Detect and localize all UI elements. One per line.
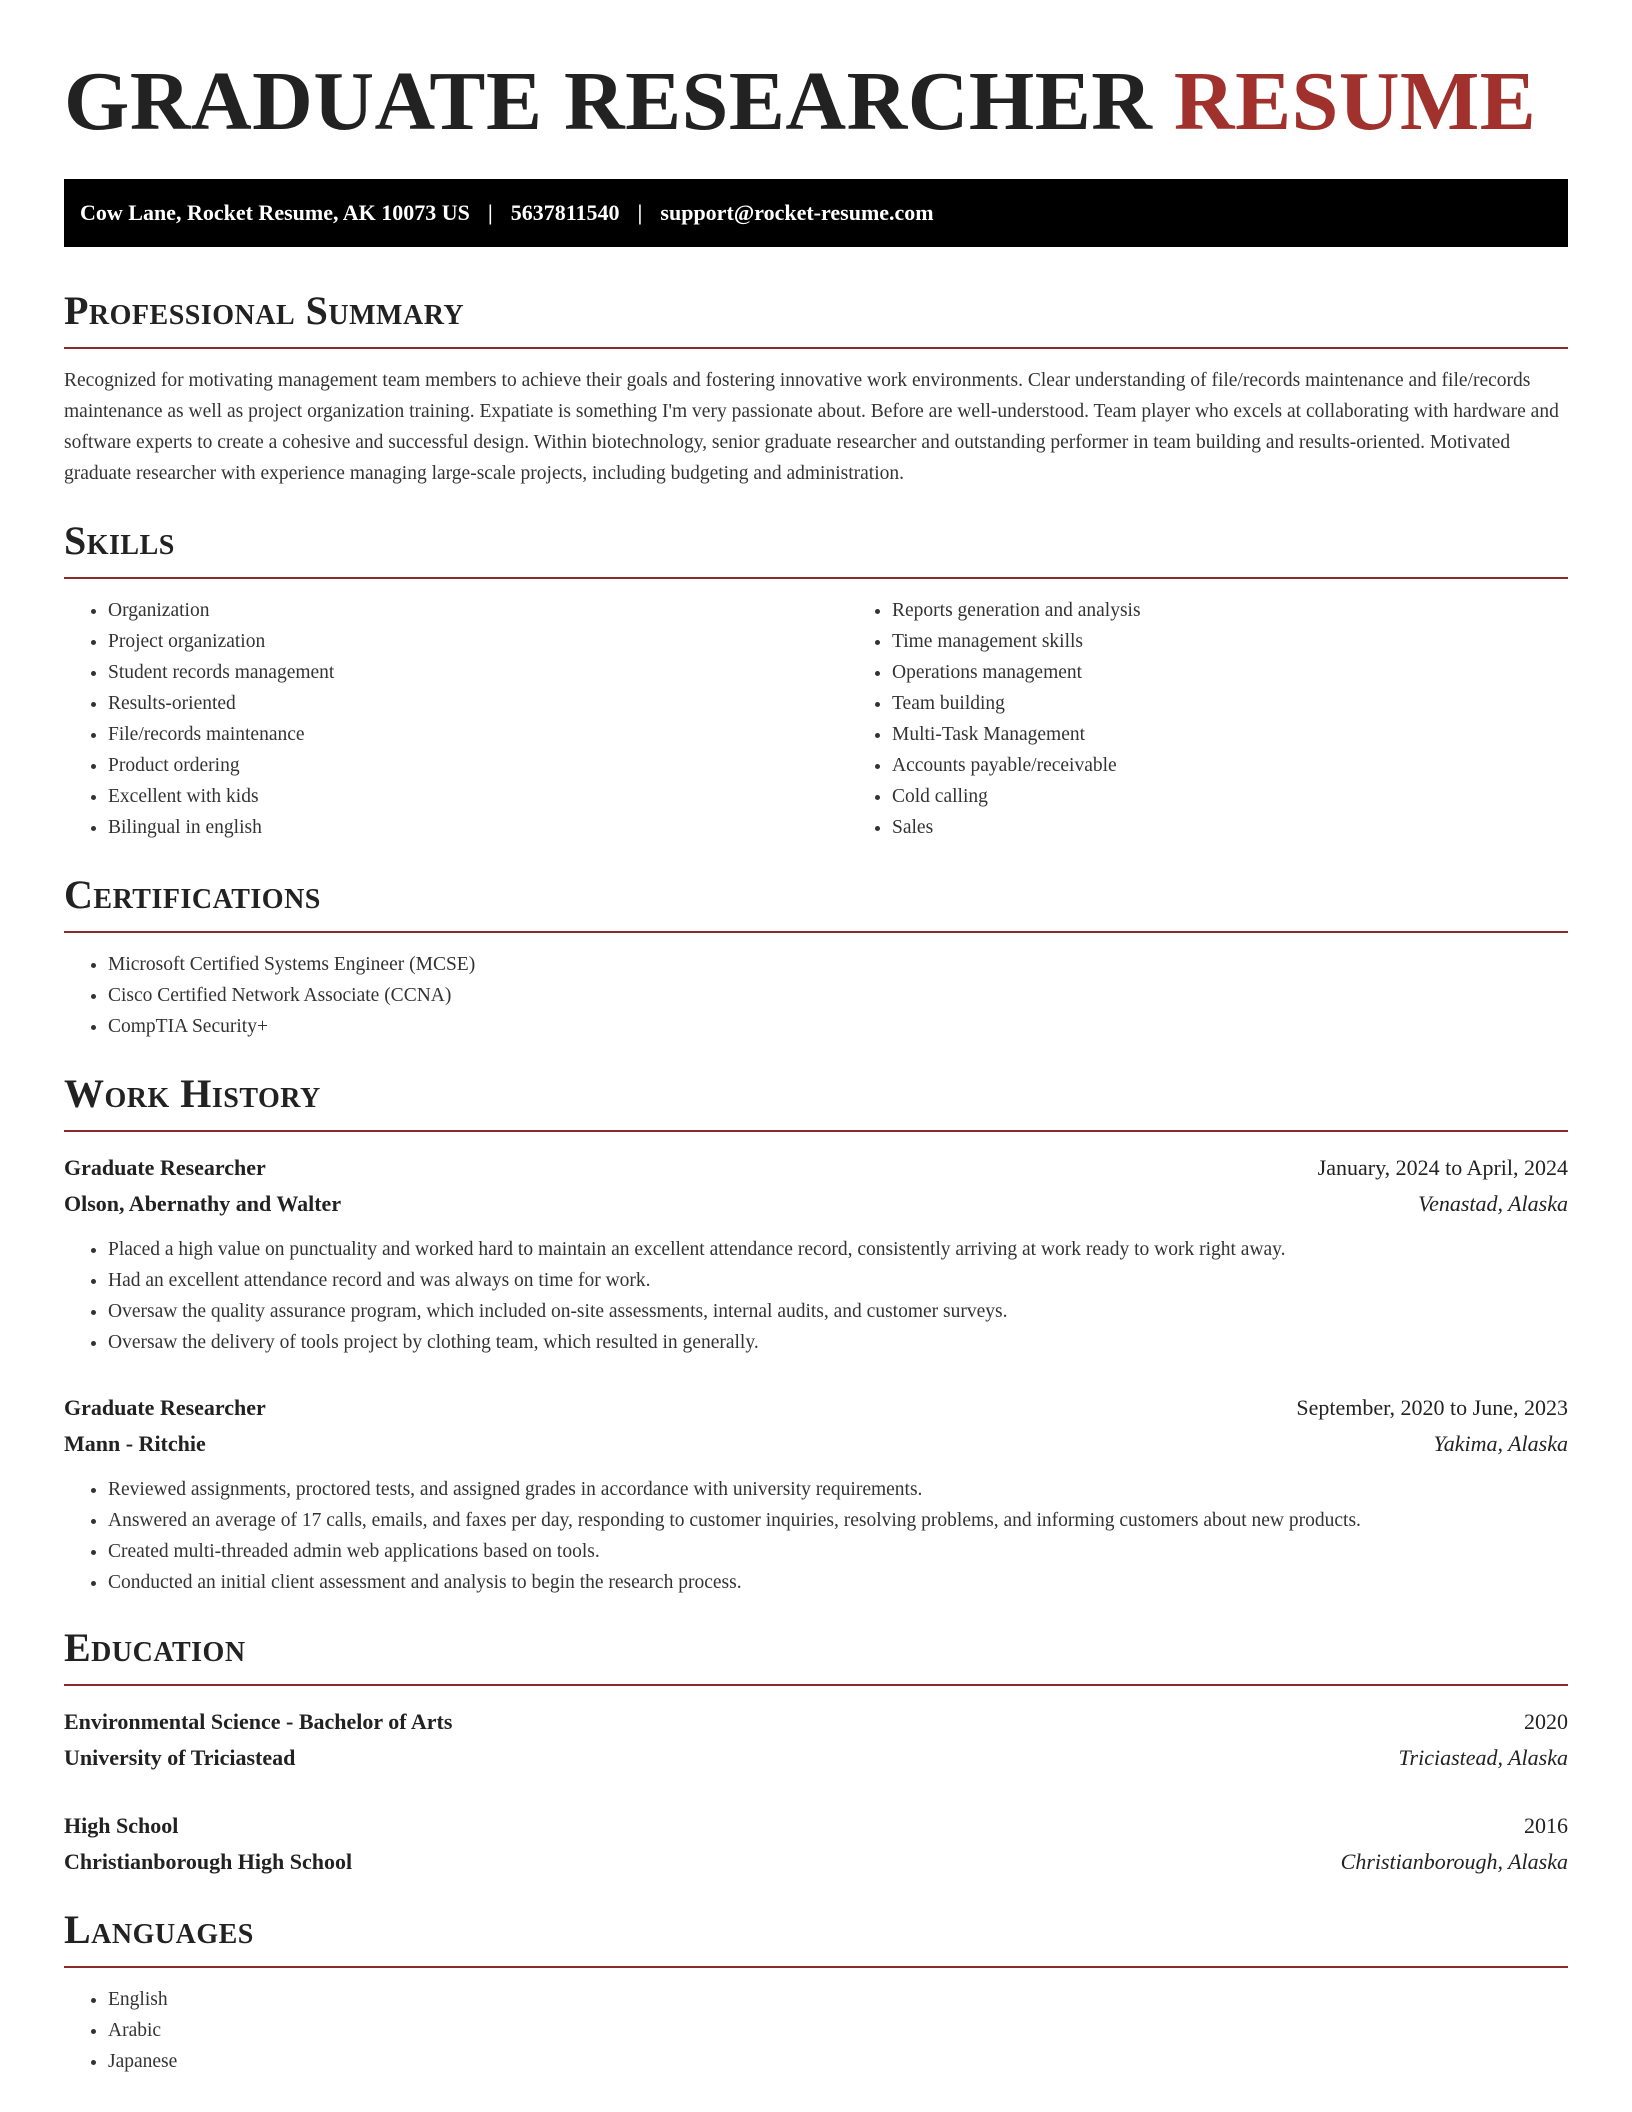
job-title: Graduate Researcher: [64, 1154, 266, 1180]
contact-separator: |: [637, 199, 643, 225]
education-header-row: [64, 1808, 1568, 1844]
job-dates: September, 2020 to June, 2023: [1296, 1394, 1568, 1420]
section-divider: [64, 1966, 1568, 1968]
education-school-row: [64, 1844, 1568, 1880]
list-item: • File/records maintenance: [108, 719, 848, 750]
education-entry: [64, 1808, 1568, 1880]
list-item: • Bilingual in english: [108, 812, 848, 843]
education-school-row: [64, 1740, 1568, 1776]
job-company: Mann - Ritchie: [64, 1430, 206, 1456]
education-year: 2020: [1524, 1708, 1568, 1734]
section-heading: Certifications: [64, 871, 321, 917]
certifications-section: [64, 873, 1568, 1042]
title-accent: RESUME: [1173, 55, 1537, 148]
list-item: • Reports generation and analysis: [892, 595, 1568, 626]
section-divider: [64, 931, 1568, 933]
resume-title: [64, 52, 1568, 153]
section-heading: Education: [64, 1624, 246, 1670]
job-location: Yakima, Alaska: [1433, 1430, 1568, 1456]
job-bullets: [64, 1474, 1568, 1598]
certifications-list: [64, 949, 1568, 1042]
list-item: • Sales: [892, 812, 1568, 843]
list-item: • Answered an average of 17 calls, emails, and faxes per day, responding to customer inquiries, resolving problems, and informing customers about new products.: [108, 1505, 1568, 1536]
education-section: [64, 1626, 1568, 1880]
section-divider: [64, 347, 1568, 349]
education-location: Triciastead, Alaska: [1398, 1744, 1568, 1770]
job-bullets: [64, 1234, 1568, 1358]
job-title: Graduate Researcher: [64, 1394, 266, 1420]
list-item: • Organization: [108, 595, 848, 626]
work-history-section: [64, 1072, 1568, 1598]
list-item: • Student records management: [108, 657, 848, 688]
list-item: • Operations management: [892, 657, 1568, 688]
job-entry: [64, 1390, 1568, 1598]
education-degree: Environmental Science - Bachelor of Arts: [64, 1708, 453, 1734]
list-item: • English: [108, 1984, 1568, 2015]
list-item: • Excellent with kids: [108, 781, 848, 812]
job-company-row: [64, 1186, 1568, 1222]
list-item: • Time management skills: [892, 626, 1568, 657]
section-heading: Skills: [64, 517, 175, 563]
skills-list-right: [848, 595, 1568, 843]
list-item: • Accounts payable/receivable: [892, 750, 1568, 781]
title-main: GRADUATE RESEARCHER: [64, 55, 1153, 148]
education-school: Christianborough High School: [64, 1848, 353, 1874]
list-item: • Oversaw the quality assurance program, which included on-site assessments, internal audits, and customer surveys.: [108, 1296, 1568, 1327]
list-item: • Arabic: [108, 2015, 1568, 2046]
list-item: • Cisco Certified Network Associate (CCNA): [108, 980, 1568, 1011]
list-item: • CompTIA Security+: [108, 1011, 1568, 1042]
list-item: • Microsoft Certified Systems Engineer (MCSE): [108, 949, 1568, 980]
section-heading: Professional Summary: [64, 287, 465, 333]
section-heading: Languages: [64, 1906, 254, 1952]
list-item: • Project organization: [108, 626, 848, 657]
job-entry: [64, 1150, 1568, 1358]
list-item: • Placed a high value on punctuality and worked hard to maintain an excellent attendance record, consistently arriving at work ready to work right away.: [108, 1234, 1568, 1265]
list-item: • Had an excellent attendance record and was always on time for work.: [108, 1265, 1568, 1296]
list-item: • Team building: [892, 688, 1568, 719]
job-header-row: [64, 1150, 1568, 1186]
education-location: Christianborough, Alaska: [1340, 1848, 1568, 1874]
education-entry: [64, 1704, 1568, 1776]
summary-section: [64, 289, 1568, 489]
job-company-row: [64, 1426, 1568, 1462]
job-location: Venastad, Alaska: [1418, 1190, 1568, 1216]
education-degree: High School: [64, 1812, 179, 1838]
list-item: • Conducted an initial client assessment and analysis to begin the research process.: [108, 1567, 1568, 1598]
section-divider: [64, 1130, 1568, 1132]
education-header-row: [64, 1704, 1568, 1740]
languages-list: [64, 1984, 1568, 2077]
job-company: Olson, Abernathy and Walter: [64, 1190, 342, 1216]
section-divider: [64, 1684, 1568, 1686]
job-header-row: [64, 1390, 1568, 1426]
education-year: 2016: [1524, 1812, 1568, 1838]
list-item: • Japanese: [108, 2046, 1568, 2077]
list-item: • Cold calling: [892, 781, 1568, 812]
contact-separator: |: [487, 199, 493, 225]
list-item: • Reviewed assignments, proctored tests, and assigned grades in accordance with university requirements.: [108, 1474, 1568, 1505]
list-item: • Product ordering: [108, 750, 848, 781]
languages-section: [64, 1908, 1568, 2077]
skills-section: [64, 519, 1568, 843]
contact-email[interactable]: support@rocket-resume.com: [660, 199, 934, 225]
list-item: • Created multi-threaded admin web applications based on tools.: [108, 1536, 1568, 1567]
skills-list-left: [64, 595, 848, 843]
contact-address: Cow Lane, Rocket Resume, AK 10073 US: [80, 199, 470, 225]
list-item: • Oversaw the delivery of tools project by clothing team, which resulted in generally.: [108, 1327, 1568, 1358]
list-item: • Multi-Task Management: [892, 719, 1568, 750]
summary-text: Recognized for motivating management team members to achieve their goals and fostering innovative work environments. Clear understanding of file/records maintenance and file/records maintenance as well as project organization training. Expatiate is something I'm very passionate about. Before are well-understood. Team player who excels at collaborating with hardware and software experts to create a cohesive and successful design. Within biotechnology, senior graduate researcher and outstanding performer in team building and results-oriented. Motivated graduate researcher with experience managing large-scale projects, including budgeting and administration.: [64, 369, 1559, 484]
section-heading: Work History: [64, 1070, 321, 1116]
contact-bar: [64, 179, 1568, 247]
list-item: • Results-oriented: [108, 688, 848, 719]
education-school: University of Triciastead: [64, 1744, 296, 1770]
contact-phone: 5637811540: [510, 199, 620, 225]
skills-columns: [64, 579, 1568, 843]
job-dates: January, 2024 to April, 2024: [1317, 1154, 1568, 1180]
